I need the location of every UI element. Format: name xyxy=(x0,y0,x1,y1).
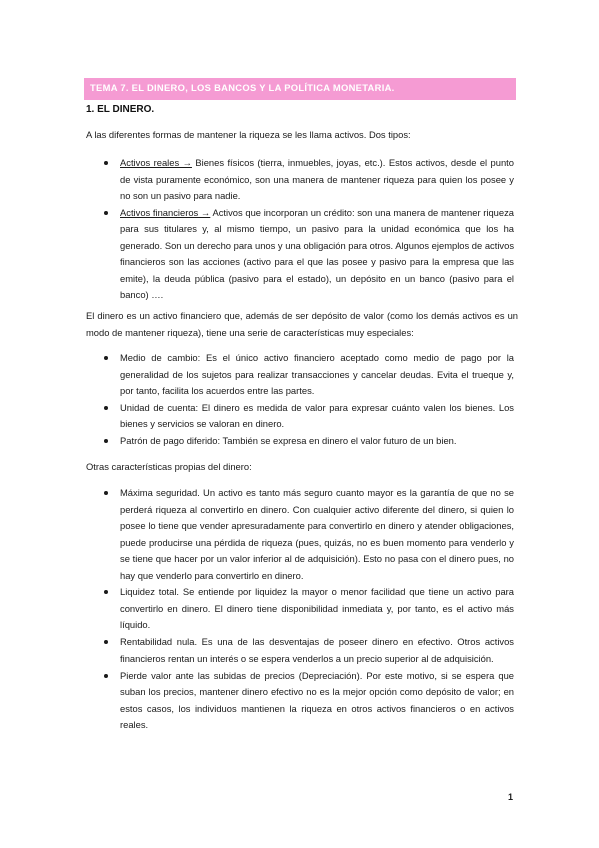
intro-paragraph: A las diferentes formas de mantener la riqueza se les llama activos. Dos tipos: xyxy=(86,129,411,140)
section-title: 1. EL DINERO. xyxy=(86,104,155,115)
activos-list xyxy=(0,155,514,304)
term: Activos financieros → xyxy=(120,206,211,218)
list-item: Activos financieros → Activos que incorporan un crédito: son una manera de mantener riqueza para sus titulares y, al mismo tiempo, un pasivo para la unidad económica que los ha generado. Son un derecho para unos y una obligación para otros. Algunos ejemplos de activos financieros son las acciones (activo para el que las posee y pasivo para la empresa que las emite), la deuda pública (pasivo para el estado), un depósito en un banco (pasivo para el banco) …. xyxy=(0,205,514,304)
list-item: Pierde valor ante las subidas de precios (Depreciación). Por este motivo, si se espera que suban los precios, mantener dinero efectivo no es la mejor opción como depósito de valor; en estos casos, los individuos mantienen la riqueza en otros activos financieros o en activos reales. xyxy=(0,668,514,734)
otras-paragraph: Otras características propias del dinero: xyxy=(86,461,252,472)
dinero-paragraph: El dinero es un activo financiero que, además de ser depósito de valor (como los demás activos es un modo de mantener riqueza), tiene una serie de características muy especiales: xyxy=(86,310,518,338)
list-item: Patrón de pago diferido: También se expresa en dinero el valor futuro de un bien. xyxy=(0,433,514,450)
funciones-list xyxy=(0,350,514,450)
list-item: Rentabilidad nula. Es una de las desventajas de poseer dinero en efectivo. Otros activos financieros rentan un interés o se espera venderlos a un precio superior al de adquisición. xyxy=(0,634,514,667)
chapter-banner: TEMA 7. EL DINERO, LOS BANCOS Y LA POLÍTICA MONETARIA. xyxy=(84,78,516,100)
list-item: Máxima seguridad. Un activo es tanto más seguro cuanto mayor es la garantía de que no se perderá riqueza al convertirlo en dinero. Con cualquier activo diferente del dinero, si quien lo posee lo tiene que vender apresuradamente para convertirlo en dinero y atender obligaciones, puede producirse una pérdida de riqueza (pues, quizás, no es buen momento para venderlo y se tiene que hacer por un valor inferior al de adquisición). Esto no pasa con el dinero pues, no hay que venderlo para convertirlo en dinero. xyxy=(0,485,514,584)
list-item: Liquidez total. Se entiende por liquidez la mayor o menor facilidad que tiene un activo para convertirlo en dinero. El dinero tiene disponibilidad inmediata y, por tanto, es el activo más líquido. xyxy=(0,584,514,634)
term: Activos reales → xyxy=(120,157,192,168)
list-item: Activos reales → Bienes físicos (tierra, inmuebles, joyas, etc.). Estos activos, desde el punto de vista puramente económico, son una manera de mantener riqueza para quien los posee y no son un pasivo para nadie. xyxy=(0,155,514,205)
list-item: Unidad de cuenta: El dinero es medida de valor para expresar cuánto valen los bienes. Los bienes y servicios se valoran en dinero. xyxy=(0,400,514,433)
otras-list xyxy=(0,485,514,734)
page-number: 1 xyxy=(508,792,514,802)
list-item: Medio de cambio: Es el único activo financiero aceptado como medio de pago por la generalidad de los sujetos para realizar transacciones y cancelar deudas. Evita el trueque y, por tanto, facilita los acuerdos entre las partes. xyxy=(0,350,514,400)
